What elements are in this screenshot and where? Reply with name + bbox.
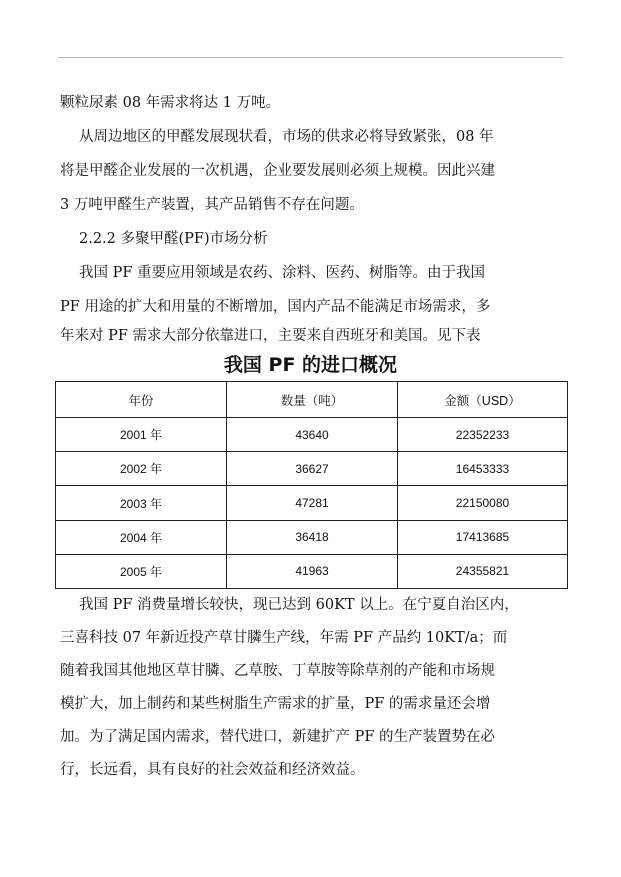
header-rule bbox=[58, 57, 563, 58]
paragraph-line-4: 模扩大，加上制药和某些树脂生产需求的扩量，PF 的需求量还会增 bbox=[60, 696, 491, 712]
cell-amount: 24355821 bbox=[398, 554, 568, 588]
cell-quantity: 36627 bbox=[227, 452, 398, 486]
paragraph-line-2: 将是甲醛企业发展的一次机遇，企业要发展则必须上规模。因此兴建 bbox=[60, 163, 495, 179]
section-heading: 2.2.2 多聚甲醛(PF)市场分析 bbox=[79, 231, 268, 247]
table-row bbox=[56, 452, 568, 486]
cell-quantity: 43640 bbox=[227, 418, 398, 452]
paragraph-line-1: 从周边地区的甲醛发展现状看，市场的供求必将导致紧张，08 年 bbox=[79, 129, 494, 145]
cell-year: 2004 年 bbox=[56, 520, 227, 554]
cell-quantity: 41963 bbox=[227, 554, 398, 588]
table-row bbox=[56, 486, 568, 520]
table-row bbox=[56, 554, 568, 588]
import-table bbox=[55, 381, 568, 589]
table-header-row bbox=[56, 382, 568, 418]
table-title: 我国 PF 的进口概况 bbox=[223, 354, 398, 376]
cell-quantity: 36418 bbox=[227, 520, 398, 554]
cell-year: 2003 年 bbox=[56, 486, 227, 520]
paragraph-line-3: 年来对 PF 需求大部分依靠进口，主要来自西班牙和美国。见下表 bbox=[60, 328, 481, 344]
paragraph-line-1: 我国 PF 重要应用领域是农药、涂料、医药、树脂等。由于我国 bbox=[79, 265, 486, 281]
cell-year: 2005 年 bbox=[56, 554, 227, 588]
header-quantity: 数量（吨） bbox=[227, 382, 398, 418]
cell-quantity: 47281 bbox=[227, 486, 398, 520]
paragraph-line-6: 行，长远看，具有良好的社会效益和经济效益。 bbox=[60, 762, 365, 778]
paragraph-line-2: 三喜科技 07 年新近投产草甘膦生产线，年需 PF 产品约 10KT/a；而 bbox=[60, 630, 508, 646]
table-row bbox=[56, 418, 568, 452]
paragraph-line-3: 3 万吨甲醛生产装置，其产品销售不存在问题。 bbox=[60, 197, 364, 213]
table-row bbox=[56, 520, 568, 554]
cell-year: 2002 年 bbox=[56, 452, 227, 486]
cell-amount: 16453333 bbox=[398, 452, 568, 486]
paragraph-line-1: 我国 PF 消费量增长较快，现已达到 60KT 以上。在宁夏自治区内， bbox=[79, 597, 519, 613]
cell-year: 2001 年 bbox=[56, 418, 227, 452]
paragraph-line-3: 随着我国其他地区草甘膦、乙草胺、丁草胺等除草剂的产能和市场规 bbox=[60, 663, 495, 679]
paragraph-line-5: 加。为了满足国内需求，替代进口，新建扩产 PF 的生产装置势在必 bbox=[60, 729, 496, 745]
header-year: 年份 bbox=[56, 382, 227, 418]
cell-amount: 22352233 bbox=[398, 418, 568, 452]
cell-amount: 22150080 bbox=[398, 486, 568, 520]
paragraph-continuation-line-1: 颗粒尿素 08 年需求将达 1 万吨。 bbox=[60, 95, 281, 111]
header-amount: 金额（USD） bbox=[398, 382, 568, 418]
cell-amount: 17413685 bbox=[398, 520, 568, 554]
paragraph-line-2: PF 用途的扩大和用量的不断增加，国内产品不能满足市场需求，多 bbox=[60, 299, 491, 315]
